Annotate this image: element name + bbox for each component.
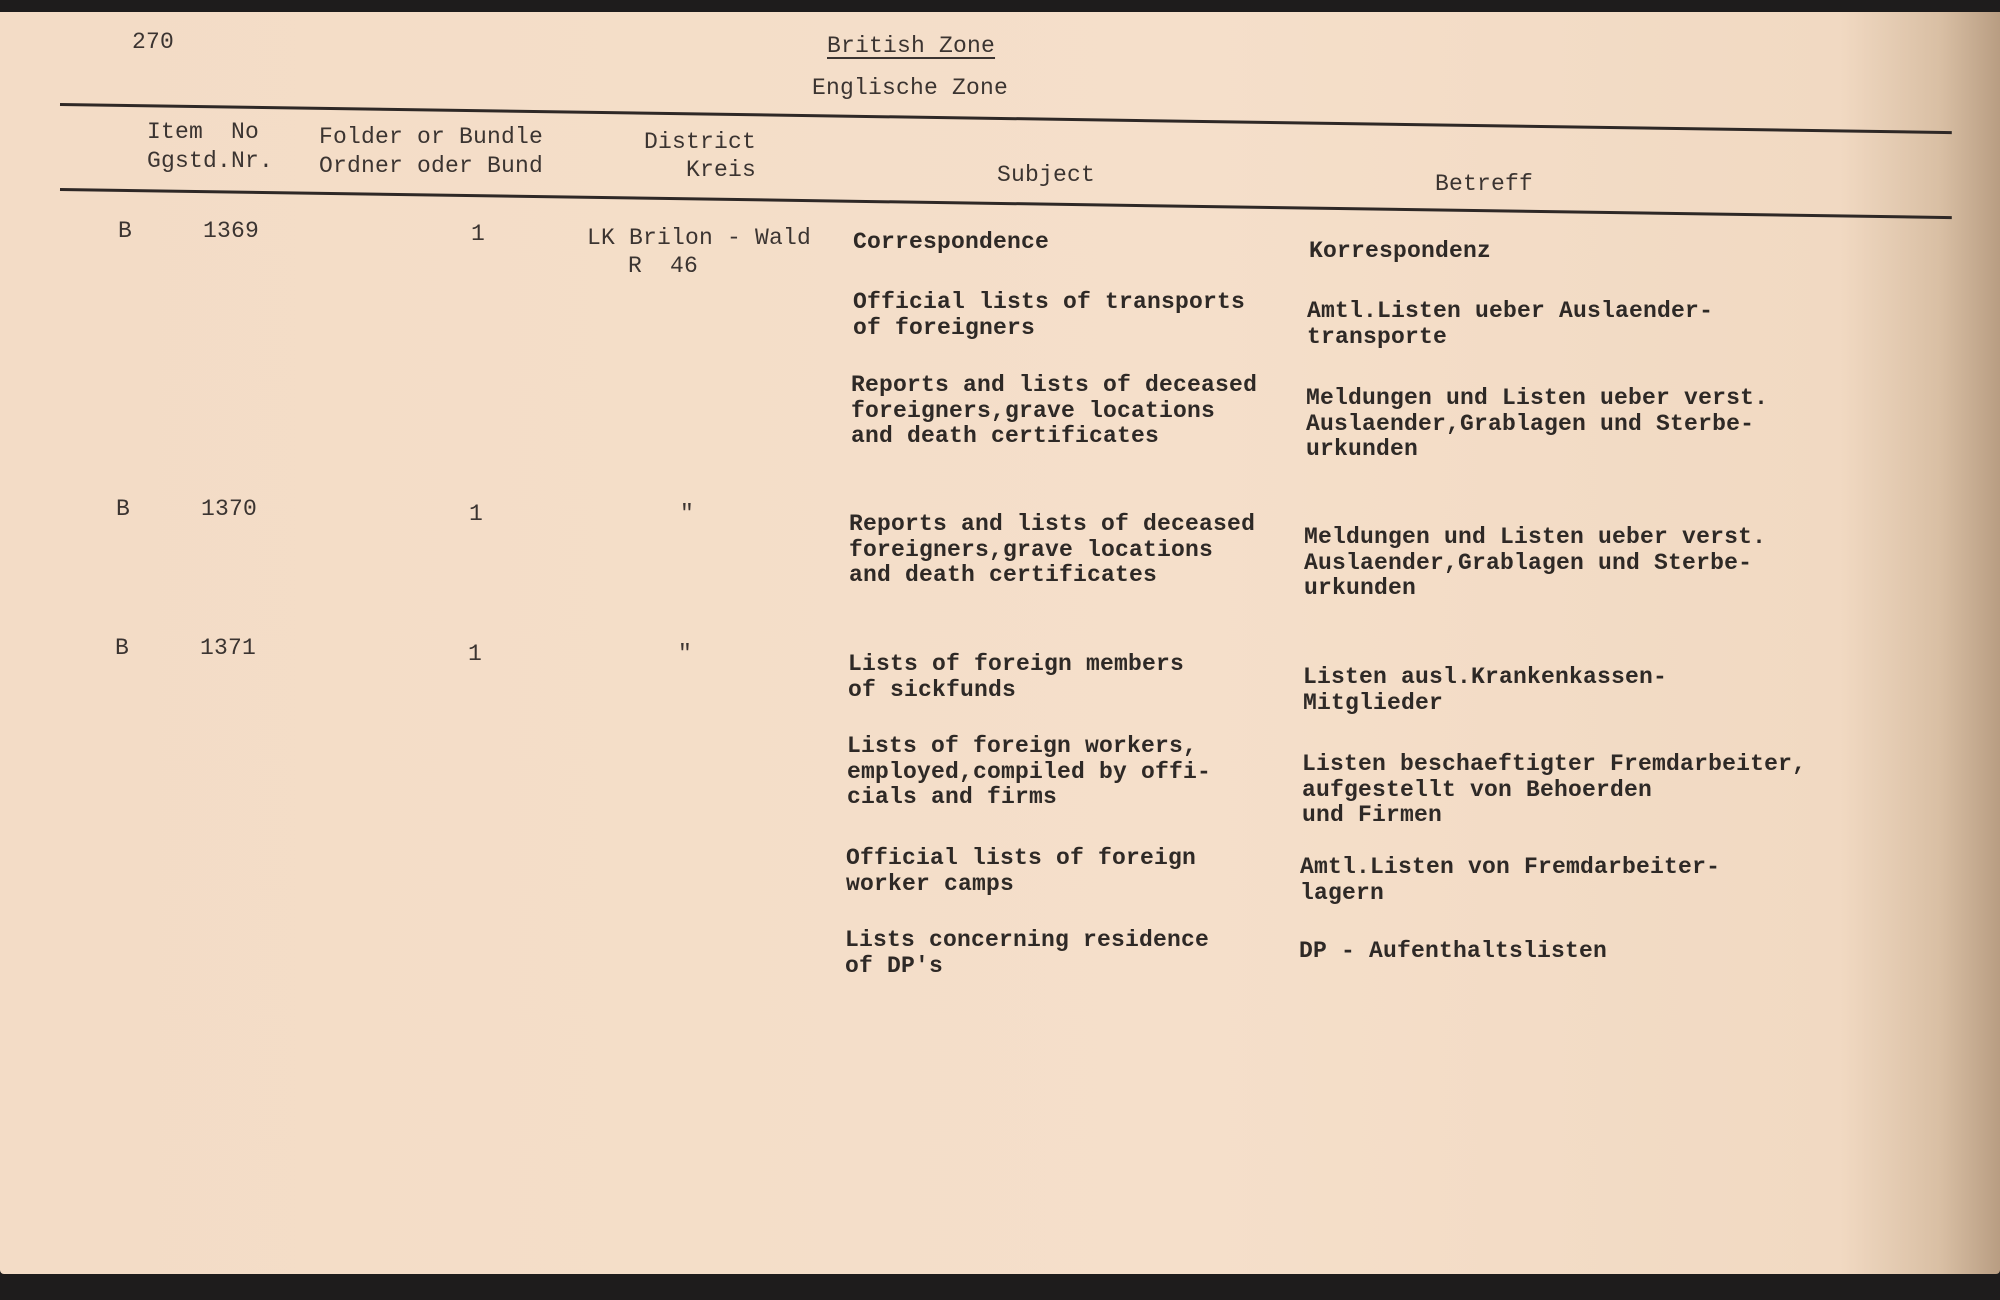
subject: Lists of foreign workers, employed,compiled by offi- cials and firms	[847, 733, 1212, 810]
betreff: Korrespondenz	[1309, 238, 1492, 264]
subject: Official lists of foreign worker camps	[846, 845, 1197, 897]
folder-count: 1	[471, 221, 486, 247]
subject: Lists of foreign members of sickfunds	[848, 651, 1185, 703]
betreff: Listen beschaeftigter Fremdarbeiter, aufgestellt von Behoerden und Firmen	[1302, 751, 1807, 828]
header-district-de: Kreis	[686, 157, 757, 183]
header-item-no: Item No	[147, 119, 260, 145]
subject: Reports and lists of deceased foreigners,grave locations and death certificates	[849, 511, 1256, 588]
page-subtitle: Englische Zone	[812, 75, 1009, 101]
header-betreff: Betreff	[1435, 171, 1534, 197]
subject: Lists concerning residence of DP's	[845, 927, 1210, 979]
item-prefix: B	[116, 496, 131, 522]
page-number: 270	[132, 29, 175, 55]
item-number: 1369	[203, 218, 260, 244]
header-bottom-rule	[60, 188, 1952, 219]
header-folder-de: Ordner oder Bund	[319, 153, 544, 179]
item-prefix: B	[118, 218, 133, 244]
betreff: Listen ausl.Krankenkassen- Mitglieder	[1303, 664, 1668, 716]
district-ref: R 46	[628, 253, 699, 279]
betreff: DP - Aufenthaltslisten	[1299, 938, 1608, 964]
betreff: Meldungen und Listen ueber verst. Auslaender,Grablagen und Sterbe- urkunden	[1306, 385, 1769, 462]
betreff: Amtl.Listen von Fremdarbeiter- lagern	[1300, 854, 1721, 906]
folder-count: 1	[469, 501, 484, 527]
betreff: Meldungen und Listen ueber verst. Auslaender,Grablagen und Sterbe- urkunden	[1304, 524, 1767, 601]
header-folder: Folder or Bundle	[319, 124, 544, 150]
district-ditto: "	[680, 501, 695, 527]
subject: Official lists of transports of foreigners	[853, 289, 1246, 341]
betreff: Amtl.Listen ueber Auslaender- transporte	[1307, 298, 1714, 350]
subject: Reports and lists of deceased foreigners,grave locations and death certificates	[851, 372, 1258, 449]
header-item-no-de: Ggstd.Nr.	[147, 148, 274, 174]
item-prefix: B	[115, 635, 130, 661]
subject: Correspondence	[853, 229, 1050, 255]
district-ditto: "	[678, 641, 693, 667]
document-page	[0, 12, 2000, 1274]
item-number: 1370	[201, 496, 258, 522]
folder-count: 1	[468, 641, 483, 667]
header-district: District	[644, 129, 757, 155]
district: LK Brilon - Wald	[587, 225, 812, 251]
item-number: 1371	[200, 635, 257, 661]
header-subject: Subject	[997, 162, 1096, 188]
page-title: British Zone	[827, 33, 996, 59]
